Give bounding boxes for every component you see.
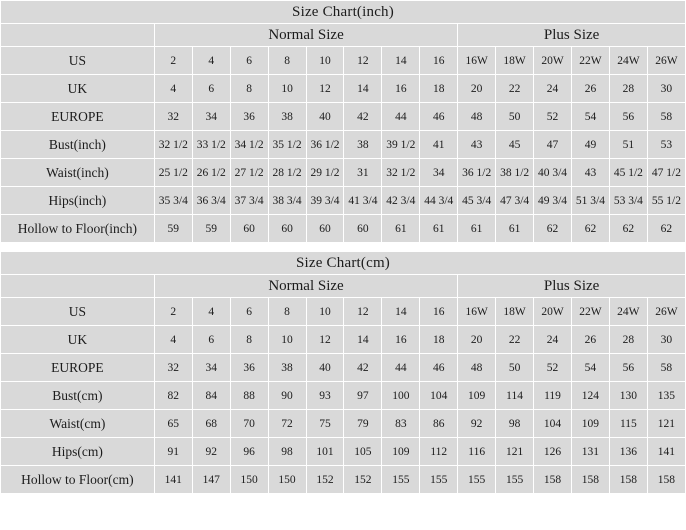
table-cell: 32 1/2 [382,159,420,187]
table-cell: 24W [609,47,647,75]
table-cell: 83 [382,410,420,438]
table-cell: 109 [382,438,420,466]
table-cell: 2 [154,47,192,75]
table-cell: 24 [534,75,572,103]
table-cell: 119 [534,382,572,410]
chart-separator [0,243,686,251]
chart-title: Size Chart(cm) [1,252,686,275]
table-cell: 18 [420,75,458,103]
table-cell: 158 [647,466,685,494]
table-cell: 62 [571,215,609,243]
chart-title-row [1,1,686,24]
chart-title: Size Chart(inch) [1,1,686,24]
table-row [1,298,686,326]
table-cell: 49 [571,131,609,159]
table-cell: 51 3/4 [571,187,609,215]
size-chart-table [0,0,686,243]
table-cell: 62 [609,215,647,243]
table-cell: 4 [192,298,230,326]
table-cell: 38 [344,131,382,159]
table-cell: 22W [571,47,609,75]
table-cell: 34 [420,159,458,187]
table-cell: 52 [534,103,572,131]
table-cell: 97 [344,382,382,410]
row-label: Hollow to Floor(cm) [1,466,155,494]
table-cell: 131 [571,438,609,466]
group-header-corner [1,24,155,47]
table-cell: 105 [344,438,382,466]
table-cell: 20W [534,47,572,75]
table-cell: 98 [268,438,306,466]
table-cell: 8 [230,75,268,103]
table-cell: 60 [230,215,268,243]
table-cell: 8 [268,47,306,75]
table-cell: 93 [306,382,344,410]
table-cell: 68 [192,410,230,438]
table-row [1,47,686,75]
table-cell: 40 [306,103,344,131]
table-cell: 55 1/2 [647,187,685,215]
table-cell: 41 [420,131,458,159]
table-cell: 56 [609,103,647,131]
table-cell: 22W [571,298,609,326]
table-cell: 147 [192,466,230,494]
table-cell: 6 [230,298,268,326]
size-chart-block [0,0,686,243]
table-cell: 27 1/2 [230,159,268,187]
table-cell: 61 [458,215,496,243]
table-cell: 112 [420,438,458,466]
table-row [1,326,686,354]
table-cell: 36 [230,103,268,131]
table-cell: 8 [268,298,306,326]
row-label: US [1,47,155,75]
table-row [1,75,686,103]
table-cell: 45 [496,131,534,159]
table-cell: 18W [496,298,534,326]
row-label: Waist(inch) [1,159,155,187]
table-cell: 40 3/4 [534,159,572,187]
table-cell: 51 [609,131,647,159]
row-label: Bust(inch) [1,131,155,159]
table-cell: 14 [382,47,420,75]
group-header-row [1,275,686,298]
table-cell: 70 [230,410,268,438]
group-header-cell: Normal Size [154,275,457,298]
table-cell: 38 [268,354,306,382]
table-cell: 22 [496,326,534,354]
table-cell: 114 [496,382,534,410]
table-cell: 42 [344,103,382,131]
table-cell: 16 [382,75,420,103]
table-cell: 38 1/2 [496,159,534,187]
table-cell: 75 [306,410,344,438]
table-cell: 16W [458,47,496,75]
table-cell: 4 [154,326,192,354]
table-cell: 109 [458,382,496,410]
table-cell: 10 [306,298,344,326]
size-chart-table [0,251,686,494]
table-cell: 12 [306,326,344,354]
table-cell: 124 [571,382,609,410]
table-cell: 28 [609,326,647,354]
table-cell: 158 [534,466,572,494]
row-label: UK [1,326,155,354]
table-cell: 46 [420,354,458,382]
table-cell: 26 [571,75,609,103]
row-label: Hollow to Floor(inch) [1,215,155,243]
table-row [1,410,686,438]
table-cell: 35 1/2 [268,131,306,159]
table-cell: 28 [609,75,647,103]
table-cell: 59 [154,215,192,243]
table-cell: 31 [344,159,382,187]
table-cell: 86 [420,410,458,438]
table-cell: 38 [268,103,306,131]
table-cell: 116 [458,438,496,466]
table-cell: 130 [609,382,647,410]
table-cell: 36 1/2 [306,131,344,159]
table-cell: 26 1/2 [192,159,230,187]
table-cell: 61 [496,215,534,243]
table-cell: 42 3/4 [382,187,420,215]
table-cell: 20 [458,75,496,103]
table-cell: 141 [647,438,685,466]
table-cell: 58 [647,354,685,382]
table-cell: 24 [534,326,572,354]
table-cell: 26W [647,47,685,75]
table-cell: 39 3/4 [306,187,344,215]
table-cell: 136 [609,438,647,466]
table-cell: 47 3/4 [496,187,534,215]
table-cell: 82 [154,382,192,410]
row-label: Hips(cm) [1,438,155,466]
table-cell: 25 1/2 [154,159,192,187]
table-cell: 34 [192,354,230,382]
table-cell: 20W [534,298,572,326]
table-cell: 155 [458,466,496,494]
table-row [1,131,686,159]
table-cell: 84 [192,382,230,410]
table-cell: 104 [534,410,572,438]
group-header-row [1,24,686,47]
table-cell: 155 [420,466,458,494]
table-cell: 16 [420,47,458,75]
table-cell: 10 [268,75,306,103]
row-label: Bust(cm) [1,382,155,410]
table-cell: 4 [154,75,192,103]
table-cell: 36 [230,354,268,382]
chart-title-row [1,252,686,275]
table-cell: 150 [268,466,306,494]
table-row [1,466,686,494]
table-cell: 44 3/4 [420,187,458,215]
table-cell: 152 [344,466,382,494]
table-cell: 135 [647,382,685,410]
table-cell: 60 [344,215,382,243]
table-cell: 32 1/2 [154,131,192,159]
table-cell: 34 [192,103,230,131]
table-cell: 47 1/2 [647,159,685,187]
row-label: UK [1,75,155,103]
table-cell: 101 [306,438,344,466]
table-cell: 158 [571,466,609,494]
table-cell: 126 [534,438,572,466]
table-cell: 54 [571,354,609,382]
table-cell: 26 [571,326,609,354]
table-cell: 45 1/2 [609,159,647,187]
table-cell: 24W [609,298,647,326]
table-cell: 52 [534,354,572,382]
table-cell: 32 [154,103,192,131]
table-cell: 14 [344,326,382,354]
table-cell: 48 [458,103,496,131]
table-cell: 158 [609,466,647,494]
table-row [1,215,686,243]
table-cell: 6 [192,326,230,354]
table-cell: 100 [382,382,420,410]
table-cell: 56 [609,354,647,382]
table-cell: 26W [647,298,685,326]
table-cell: 59 [192,215,230,243]
table-cell: 61 [420,215,458,243]
table-cell: 22 [496,75,534,103]
table-cell: 45 3/4 [458,187,496,215]
table-cell: 92 [458,410,496,438]
table-cell: 32 [154,354,192,382]
table-cell: 150 [230,466,268,494]
table-cell: 12 [344,47,382,75]
table-cell: 44 [382,103,420,131]
table-cell: 50 [496,103,534,131]
table-cell: 8 [230,326,268,354]
table-cell: 54 [571,103,609,131]
table-cell: 16 [382,326,420,354]
table-cell: 49 3/4 [534,187,572,215]
table-cell: 90 [268,382,306,410]
table-row [1,103,686,131]
table-cell: 141 [154,466,192,494]
table-cell: 4 [192,47,230,75]
table-cell: 6 [192,75,230,103]
table-cell: 65 [154,410,192,438]
table-cell: 98 [496,410,534,438]
table-cell: 79 [344,410,382,438]
table-cell: 88 [230,382,268,410]
table-cell: 20 [458,326,496,354]
table-cell: 42 [344,354,382,382]
table-cell: 36 3/4 [192,187,230,215]
table-cell: 35 3/4 [154,187,192,215]
table-row [1,438,686,466]
table-cell: 16W [458,298,496,326]
table-cell: 30 [647,326,685,354]
table-cell: 6 [230,47,268,75]
table-cell: 61 [382,215,420,243]
table-cell: 115 [609,410,647,438]
table-cell: 10 [306,47,344,75]
table-cell: 47 [534,131,572,159]
table-cell: 60 [268,215,306,243]
row-label: EUROPE [1,103,155,131]
group-header-cell: Plus Size [458,24,686,47]
table-cell: 96 [230,438,268,466]
table-cell: 36 1/2 [458,159,496,187]
table-cell: 28 1/2 [268,159,306,187]
table-cell: 33 1/2 [192,131,230,159]
group-header-corner [1,275,155,298]
table-cell: 14 [344,75,382,103]
table-cell: 37 3/4 [230,187,268,215]
table-cell: 155 [496,466,534,494]
table-cell: 121 [496,438,534,466]
table-cell: 62 [647,215,685,243]
table-cell: 62 [534,215,572,243]
row-label: Waist(cm) [1,410,155,438]
table-cell: 29 1/2 [306,159,344,187]
table-cell: 18 [420,326,458,354]
table-cell: 58 [647,103,685,131]
row-label: EUROPE [1,354,155,382]
table-cell: 91 [154,438,192,466]
table-cell: 43 [458,131,496,159]
table-row [1,382,686,410]
table-cell: 121 [647,410,685,438]
table-cell: 44 [382,354,420,382]
table-cell: 38 3/4 [268,187,306,215]
table-row [1,354,686,382]
table-cell: 2 [154,298,192,326]
table-cell: 43 [571,159,609,187]
table-cell: 50 [496,354,534,382]
group-header-cell: Plus Size [458,275,686,298]
table-cell: 46 [420,103,458,131]
table-cell: 48 [458,354,496,382]
table-cell: 155 [382,466,420,494]
table-cell: 12 [306,75,344,103]
table-cell: 16 [420,298,458,326]
table-cell: 53 3/4 [609,187,647,215]
table-row [1,187,686,215]
row-label: US [1,298,155,326]
table-cell: 39 1/2 [382,131,420,159]
table-cell: 92 [192,438,230,466]
table-cell: 34 1/2 [230,131,268,159]
table-cell: 12 [344,298,382,326]
table-row [1,159,686,187]
table-cell: 72 [268,410,306,438]
table-cell: 53 [647,131,685,159]
row-label: Hips(inch) [1,187,155,215]
table-cell: 14 [382,298,420,326]
group-header-cell: Normal Size [154,24,457,47]
table-cell: 60 [306,215,344,243]
table-cell: 30 [647,75,685,103]
table-cell: 41 3/4 [344,187,382,215]
size-chart-block [0,251,686,494]
table-cell: 104 [420,382,458,410]
table-cell: 40 [306,354,344,382]
table-cell: 18W [496,47,534,75]
table-cell: 10 [268,326,306,354]
table-cell: 109 [571,410,609,438]
table-cell: 152 [306,466,344,494]
